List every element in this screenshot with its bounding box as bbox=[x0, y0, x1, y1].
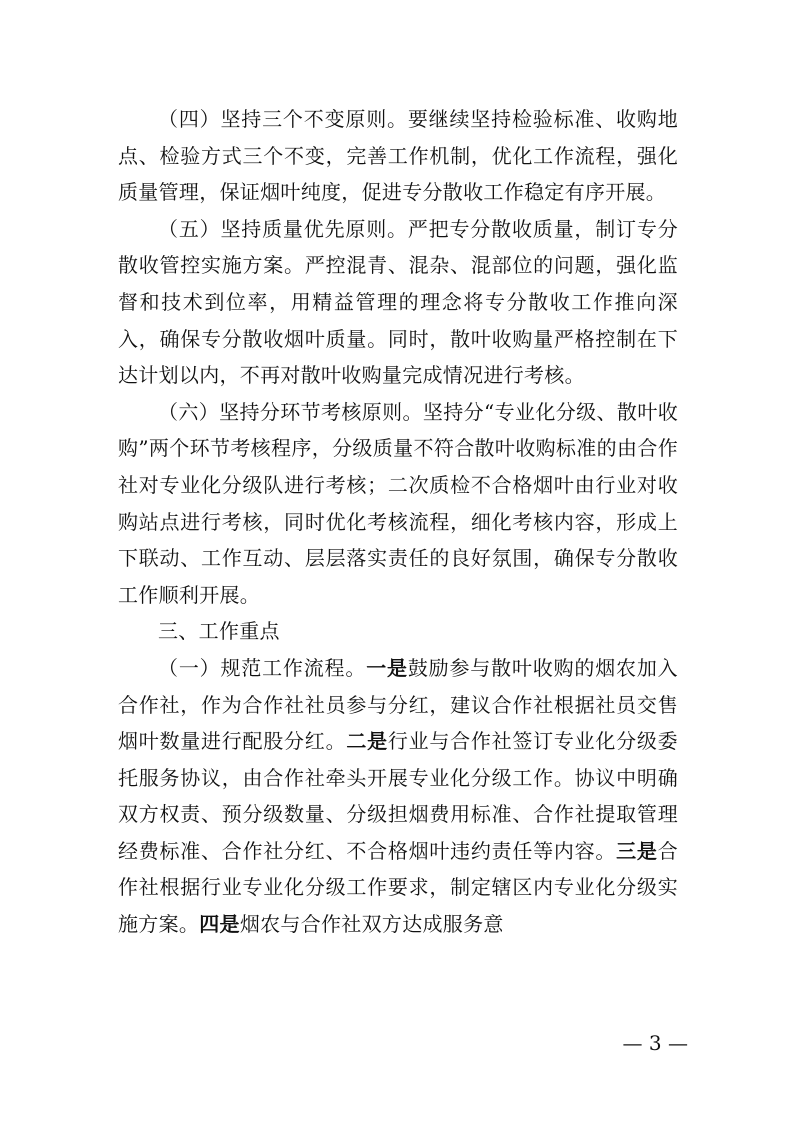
point-2-label: 二是 bbox=[346, 729, 388, 754]
point-1-text: 鼓励参与散叶收购的烟农加入合作社，作为合作社社员参与分红，建议合作社根据社员交售烟叶数量进行配股分红。 bbox=[118, 655, 678, 754]
point-3-label: 三是 bbox=[616, 838, 658, 863]
section-heading: 三、工作重点 bbox=[158, 619, 280, 644]
paragraph-principle-6: （六）坚持分环节考核原则。坚持分“专业化分级、散叶收购”两个环节考核程序，分级质量不符合散叶收购标准的由合作社对专业化分级队进行考核；二次质检不合格烟叶由行业对收购站点进行考核，同时优化考核流程，细化考核内容，形成上下联动、工作互动、层层落实责任的良好氛围，确保专分散收工作顺利开展。 bbox=[118, 399, 678, 607]
page-number: — 3 — bbox=[622, 1031, 688, 1055]
point-4-label: 四是 bbox=[199, 912, 240, 937]
point-3-text: 合作社根据行业专业化分级工作要求，制定辖区内专业化分级实施方案。 bbox=[118, 838, 678, 937]
point-1-label: 一是 bbox=[366, 655, 408, 680]
point-4-text: 烟农与合作社双方达成服务意 bbox=[239, 912, 504, 937]
body-text bbox=[118, 101, 678, 943]
paragraph-principle-5: （五）坚持质量优先原则。严把专分散收质量，制订专分散收管控实施方案。严控混青、混杂、混部位的问题，强化监督和技术到位率，用精益管理的理念将专分散收工作推向深入，确保专分散收烟叶质量。同时，散叶收购量严格控制在下达计划以内，不再对散叶收购量完成情况进行考核。 bbox=[118, 216, 678, 388]
point-2-text: 行业与合作社签订专业化分级委托服务协议，由合作社牵头开展专业化分级工作。协议中明确双方权责、预分级数量、分级担烟费用标准、合作社提取管理经费标准、合作社分红、不合格烟叶违约责任等内容。 bbox=[118, 729, 678, 863]
paragraph-workflow bbox=[118, 650, 678, 943]
paragraph-principle-4: （四）坚持三个不变原则。要继续坚持检验标准、收购地点、检验方式三个不变，完善工作机制，优化工作流程，强化质量管理，保证烟叶纯度，促进专分散收工作稳定有序开展。 bbox=[118, 107, 678, 205]
workflow-intro: （一）规范工作流程。 bbox=[158, 655, 367, 680]
